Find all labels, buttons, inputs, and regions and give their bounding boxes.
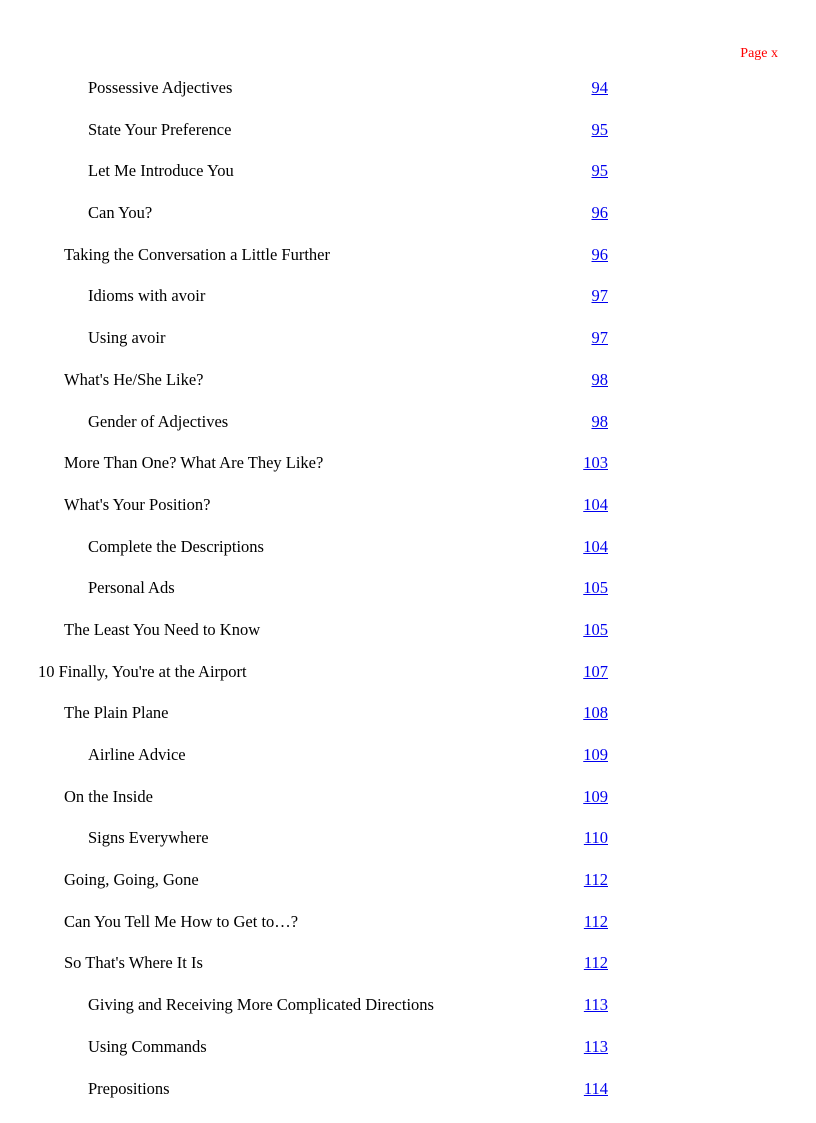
- toc-page-link[interactable]: 110: [583, 828, 608, 848]
- toc-page-link[interactable]: 109: [583, 786, 608, 806]
- toc-page-link[interactable]: 107: [583, 661, 608, 681]
- toc-page-link[interactable]: 97: [591, 286, 608, 306]
- toc-page-link[interactable]: 104: [583, 536, 608, 556]
- toc-page-link[interactable]: 98: [591, 411, 608, 431]
- toc-entry: [0, 991, 816, 1033]
- toc-entry-title: 10 Finally, You're at the Airport: [38, 661, 247, 681]
- toc-page-link[interactable]: 104: [583, 494, 608, 514]
- toc-entry-title: Giving and Receiving More Complicated Directions: [88, 995, 434, 1015]
- toc-entry-title: Gender of Adjectives: [88, 411, 229, 431]
- toc-entry-title: Personal Ads: [88, 578, 175, 598]
- toc-entry-title: What's He/She Like?: [64, 369, 204, 389]
- toc-entry: [0, 783, 816, 825]
- toc-entry: [0, 908, 816, 950]
- toc-entry: [0, 491, 816, 533]
- toc-page-link[interactable]: 112: [583, 953, 608, 973]
- toc-entry: [0, 1033, 816, 1075]
- toc-entry-title: The Least You Need to Know: [64, 619, 261, 639]
- toc-entry-title: Can You Tell Me How to Get to…?: [64, 911, 299, 931]
- toc-entry-title: So That's Where It Is: [64, 953, 203, 973]
- toc-entry: [0, 824, 816, 866]
- toc-entry: [0, 116, 816, 158]
- toc-page-link[interactable]: 113: [583, 1036, 608, 1056]
- toc-entry-title: Complete the Descriptions: [88, 536, 264, 556]
- table-of-contents: [0, 74, 816, 1116]
- toc-entry-title: More Than One? What Are They Like?: [64, 453, 324, 473]
- toc-page-link[interactable]: 109: [583, 745, 608, 764]
- toc-entry-title: Prepositions: [88, 1078, 170, 1098]
- toc-entry: [0, 157, 816, 199]
- toc-entry: [0, 533, 816, 575]
- toc-entry-title: Airline Advice: [88, 745, 186, 764]
- toc-entry-title: What's Your Position?: [64, 494, 211, 514]
- toc-page-link[interactable]: 112: [583, 870, 608, 890]
- toc-page-link[interactable]: 112: [583, 911, 608, 931]
- toc-entry: [0, 199, 816, 241]
- toc-entry-title: Using Commands: [88, 1036, 207, 1056]
- toc-entry-title: On the Inside: [64, 786, 153, 806]
- toc-entry-title: Let Me Introduce You: [88, 161, 234, 181]
- toc-entry: [0, 699, 816, 741]
- toc-page-link[interactable]: 113: [583, 995, 608, 1015]
- page-number-label: Page x: [740, 46, 778, 61]
- toc-page-link[interactable]: 114: [583, 1078, 608, 1098]
- toc-entry-title: Going, Going, Gone: [64, 870, 199, 890]
- toc-entry: [0, 74, 816, 116]
- toc-page-link[interactable]: 108: [583, 703, 608, 723]
- toc-entry-title: Possessive Adjectives: [88, 78, 233, 97]
- toc-entry-title: Can You?: [88, 203, 153, 223]
- toc-entry: [0, 241, 816, 283]
- toc-page-link[interactable]: 96: [591, 203, 608, 223]
- toc-entry: [0, 324, 816, 366]
- toc-page-link[interactable]: 96: [591, 244, 608, 264]
- toc-entry: [0, 1075, 816, 1117]
- toc-page-link[interactable]: 97: [591, 328, 608, 348]
- toc-entry: [0, 408, 816, 450]
- toc-entry: [0, 866, 816, 908]
- toc-page-link[interactable]: 103: [583, 453, 608, 473]
- toc-entry-title: The Plain Plane: [64, 703, 169, 723]
- toc-entry: [0, 616, 816, 658]
- toc-entry: [0, 366, 816, 408]
- toc-entry-title: Using avoir: [88, 328, 166, 348]
- toc-page-link[interactable]: 94: [591, 78, 608, 97]
- toc-entry-title: Signs Everywhere: [88, 828, 209, 848]
- toc-page-link[interactable]: 105: [583, 619, 608, 639]
- toc-page-link[interactable]: 98: [591, 369, 608, 389]
- toc-entry: [0, 949, 816, 991]
- toc-page-link[interactable]: 105: [583, 578, 608, 598]
- toc-entry: [0, 658, 816, 700]
- toc-entry: [0, 574, 816, 616]
- toc-entry: [0, 741, 816, 783]
- toc-entry-title: State Your Preference: [88, 119, 232, 139]
- toc-entry-title: Idioms with avoir: [88, 286, 206, 306]
- toc-entry-title: Taking the Conversation a Little Further: [64, 244, 330, 264]
- toc-entry: [0, 282, 816, 324]
- toc-page-link[interactable]: 95: [591, 119, 608, 139]
- toc-entry: [0, 449, 816, 491]
- toc-page-link[interactable]: 95: [591, 161, 608, 181]
